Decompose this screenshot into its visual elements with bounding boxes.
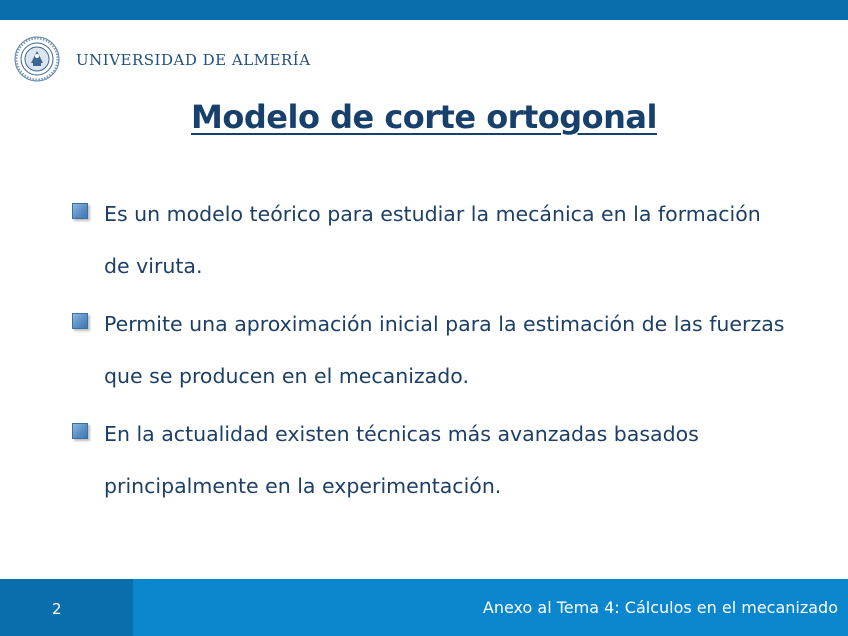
- bullet-text: Permite una aproximación inicial para la estimación de las fuerzas que se producen en el mecanizado.: [104, 312, 785, 388]
- university-seal-icon: [14, 36, 60, 82]
- list-item: [70, 408, 790, 512]
- list-item: [70, 188, 790, 292]
- square-bullet-icon: [72, 203, 88, 219]
- list-item: [70, 298, 790, 402]
- square-bullet-icon: [72, 423, 88, 439]
- square-bullet-icon: [72, 313, 88, 329]
- bullet-list: [70, 188, 790, 518]
- page-number-box: [0, 579, 133, 636]
- university-name: UNIVERSIDAD DE ALMERÍA: [76, 51, 311, 69]
- slide-title: Modelo de corte ortogonal: [191, 98, 657, 136]
- footer-text: Anexo al Tema 4: Cálculos en el mecanizado: [482, 598, 838, 617]
- top-bar: [0, 0, 848, 20]
- page-number: 2: [52, 600, 62, 618]
- bullet-text: En la actualidad existen técnicas más avanzadas basados principalmente en la experimentación.: [104, 422, 699, 498]
- bullet-text: Es un modelo teórico para estudiar la mecánica en la formación de viruta.: [104, 202, 761, 278]
